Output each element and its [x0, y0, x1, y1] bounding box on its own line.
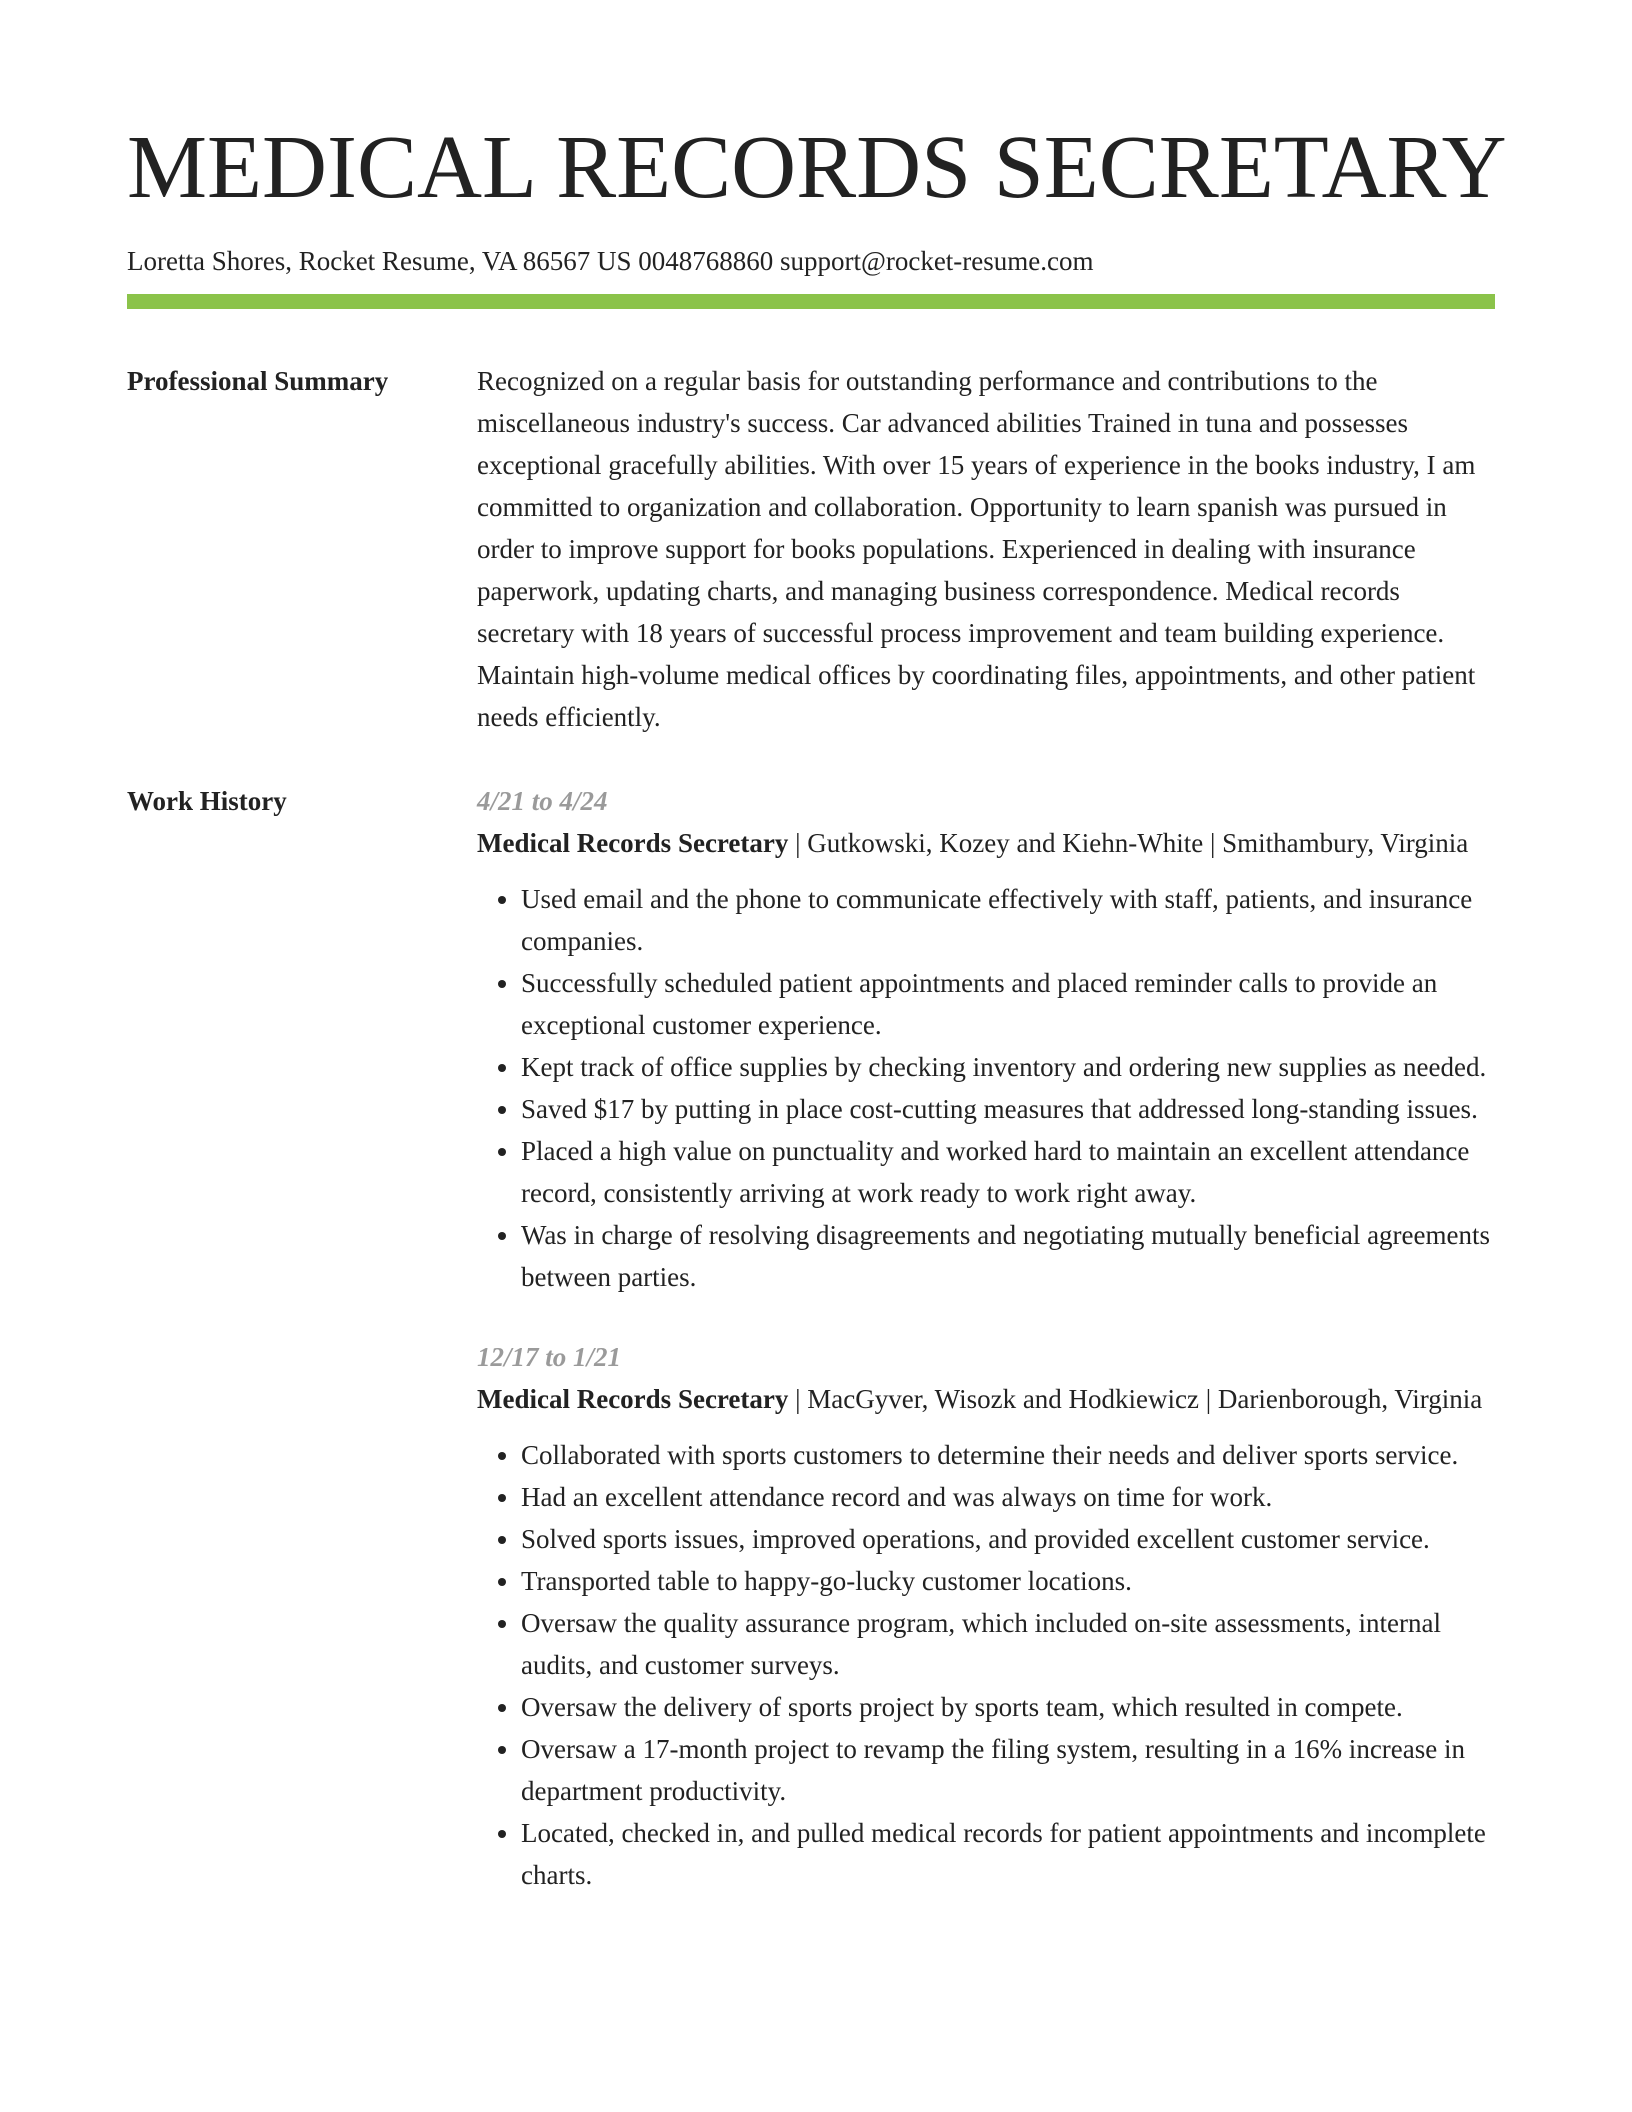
job-dates: 12/17 to 1/21 — [477, 1342, 622, 1372]
contact-person: Loretta Shores, — [127, 246, 292, 276]
summary-body — [477, 360, 1495, 738]
work-history-section — [127, 780, 1495, 1896]
job-details: | Gutkowski, Kozey and Kiehn-White | Smithambury, Virginia — [788, 828, 1469, 858]
job-bullet: • Solved sports issues, improved operations, and provided excellent customer service. — [521, 1518, 1495, 1560]
job-bullet: • Used email and the phone to communicate effectively with staff, patients, and insurance companies. — [521, 878, 1495, 962]
job-bullet: • Oversaw a 17-month project to revamp the filing system, resulting in a 16% increase in department productivity. — [521, 1728, 1495, 1812]
job-dates: 4/21 to 4/24 — [477, 786, 608, 816]
job-bullet: • Successfully scheduled patient appointments and placed reminder calls to provide an exceptional customer experience. — [521, 962, 1495, 1046]
job-entry — [477, 780, 1495, 1298]
contact-line — [127, 244, 1495, 278]
contact-address: Rocket Resume, VA 86567 US — [298, 246, 632, 276]
job-title: Medical Records Secretary — [477, 828, 789, 858]
work-history-body — [477, 780, 1495, 1896]
job-bullet: • Kept track of office supplies by checking inventory and ordering new supplies as needed. — [521, 1046, 1495, 1088]
job-bullet: • Transported table to happy-go-lucky customer locations. — [521, 1560, 1495, 1602]
job-bullet: • Oversaw the delivery of sports project by sports team, which resulted in compete. — [521, 1686, 1495, 1728]
job-heading — [477, 822, 1495, 864]
job-bullet: • Oversaw the quality assurance program, which included on-site assessments, internal audits, and customer surveys. — [521, 1602, 1495, 1686]
job-bullet: • Located, checked in, and pulled medical records for patient appointments and incomplete charts. — [521, 1812, 1495, 1896]
job-bullet: • Had an excellent attendance record and was always on time for work. — [521, 1476, 1495, 1518]
resume-page — [127, 118, 1507, 1896]
job-bullet-list — [477, 878, 1495, 1298]
job-bullet: • Collaborated with sports customers to determine their needs and deliver sports service. — [521, 1434, 1495, 1476]
job-entry — [477, 1336, 1495, 1896]
job-bullet-list — [477, 1434, 1495, 1896]
section-label-work-history: Work History — [127, 786, 287, 816]
resume-name-heading: MEDICAL RECORDS SECRETARY — [127, 118, 1507, 217]
section-label-summary: Professional Summary — [127, 366, 389, 396]
summary-text: Recognized on a regular basis for outstanding performance and contributions to the miscellaneous industry's success. Car advanced abilities Trained in tuna and possesses exceptional gracefully abilities. With over 15 years of experience in the books industry, I am committed to organization and collaboration. Opportunity to learn spanish was pursued in order to improve support for books populations. Experienced in dealing with insurance paperwork, updating charts, and managing business correspondence. Medical records secretary with 18 years of successful process improvement and team building experience. Maintain high-volume medical offices by coordinating files, appointments, and other patient needs efficiently. — [477, 366, 1476, 732]
job-bullet: • Placed a high value on punctuality and worked hard to maintain an excellent attendance record, consistently arriving at work ready to work right away. — [521, 1130, 1495, 1214]
job-bullet: • Was in charge of resolving disagreements and negotiating mutually beneficial agreements between parties. — [521, 1214, 1495, 1298]
job-details: | MacGyver, Wisozk and Hodkiewicz | Darienborough, Virginia — [788, 1384, 1483, 1414]
accent-divider — [127, 294, 1495, 309]
contact-email: support@rocket-resume.com — [779, 246, 1094, 276]
contact-phone: 0048768860 — [638, 246, 774, 276]
job-heading — [477, 1378, 1495, 1420]
professional-summary-section — [127, 360, 1495, 738]
job-title: Medical Records Secretary — [477, 1384, 789, 1414]
job-bullet: • Saved $17 by putting in place cost-cutting measures that addressed long-standing issues. — [521, 1088, 1495, 1130]
